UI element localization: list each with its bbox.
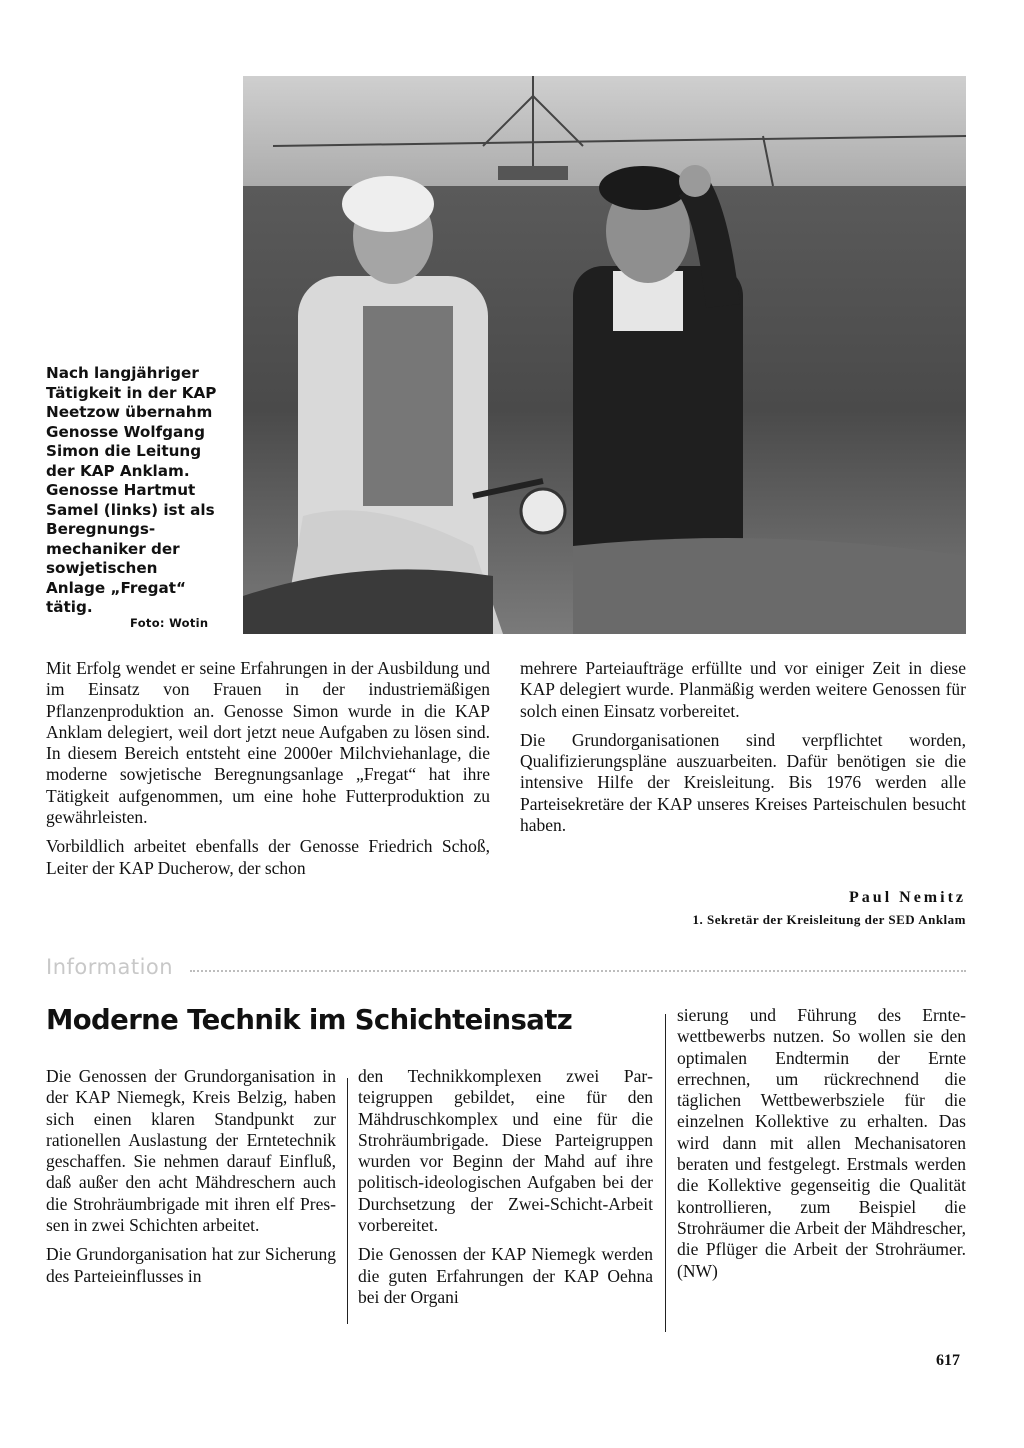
paragraph: Die Grundorganisation hat zur Sicherung des Parteieinflusses in	[46, 1244, 336, 1286]
photo	[243, 76, 966, 634]
section-label: Information	[46, 955, 174, 979]
section-divider	[190, 970, 966, 972]
page-number: 617	[936, 1352, 960, 1369]
paragraph: Vorbildlich arbeitet ebenfalls der Genosse Friedrich Schoß, Leiter der KAP Ducherow, der schon	[46, 836, 490, 878]
article1-column-2	[520, 658, 966, 836]
photo-caption-text: Nach langjähriger Tätigkeit in der KAP Neetzow übernahm Genosse Wolfgang Simon die Leitung der KAP Anklam. Genosse Hartmut Samel (links) ist als Beregnungsmechaniker der sowjetischen Anlage „Fregat“ tätig.	[46, 364, 217, 616]
author-name: Paul Nemitz	[849, 889, 966, 906]
paragraph: mehrere Parteiaufträge erfüllte und vor einiger Zeit in diese KAP delegiert wurde. Planmäßig werden weitere Genossen für solch einen Einsatz vorbereitet.	[520, 658, 966, 721]
article2-column-2	[358, 1066, 653, 1308]
column-rule	[347, 1078, 348, 1324]
paragraph: Die Genossen der Grundorganisation in der KAP Niemegk, Kreis Belzig, haben sich einen klaren Standpunkt zur rationellen Auslastung der Erntetechnik geschaffen. Sie nehmen darauf Einfluß, daß außer den acht Mähdreschern auch die Strohräumbrigade mit ihren elf Pressen in zwei Schichten arbeitet.	[46, 1066, 336, 1236]
author-role: 1. Sekretär der Kreisleitung der SED Anklam	[692, 912, 966, 927]
photo-caption	[46, 364, 221, 618]
paragraph: Die Grundorganisationen sind verpflichtet worden, Qualifizierungspläne auszuarbeiten. Dafür benötigen sie die intensive Hilfe der Kreisleitung. Bis 1976 werden alle Parteisekretäre der KAP unseres Kreises Parteischulen besucht haben.	[520, 729, 966, 836]
paragraph: sierung und Führung des Erntewettbewerbs nutzen. So wollen sie den optimalen Endtermin der Ernte errechnen, um rückrechnend die täglichen Wettbewerbsziele für die einzelnen Kollektive zu erhalten. Das wird dann mit allen Mechanisatoren beraten und festgelegt. Erstmals werden die Kollektive gegenseitig die Qualität kontrollieren, zum Beispiel die Strohräumer die Arbeit der Mähdrescher, die Pflüger die Arbeit der Strohräumer. (NW)	[677, 1005, 966, 1281]
article2-column-3	[677, 1005, 966, 1282]
article1-column-1	[46, 658, 490, 879]
article2-column-1	[46, 1066, 336, 1287]
paragraph: Mit Erfolg wendet er seine Erfahrungen in der Ausbildung und im Einsatz von Frauen in der industriemäßigen Pflanzenproduktion an. Genosse Simon wurde in die KAP Anklam delegiert, weil dort jetzt neue Aufgaben zu lösen sind. In diesem Bereich entsteht eine 2000er Milchviehanlage, die moderne sowjetische Beregnungsanlage „Fregat“ hat ihre Tätigkeit aufgenommen, um eine hohe Futterproduktion zu gewährleisten.	[46, 658, 490, 828]
article-headline: Moderne Technik im Schichteinsatz	[46, 1004, 573, 1036]
photo-credit: Foto: Wotin	[130, 616, 209, 630]
paragraph: den Technikkomplexen zwei Parteigruppen gebildet, eine für den Mähdruschkomplex und eine für die Strohräumbrigade. Diese Parteigruppen wurden vor Beginn der Mahd auf ihre politisch-ideologischen Aufgaben bei der Durchsetzung der Zwei-Schicht-Arbeit vorbereitet.	[358, 1066, 653, 1236]
column-rule	[665, 1014, 666, 1332]
paragraph: Die Genossen der KAP Niemegk werden die guten Erfahrungen der KAP Oehna bei der Organi	[358, 1244, 653, 1307]
